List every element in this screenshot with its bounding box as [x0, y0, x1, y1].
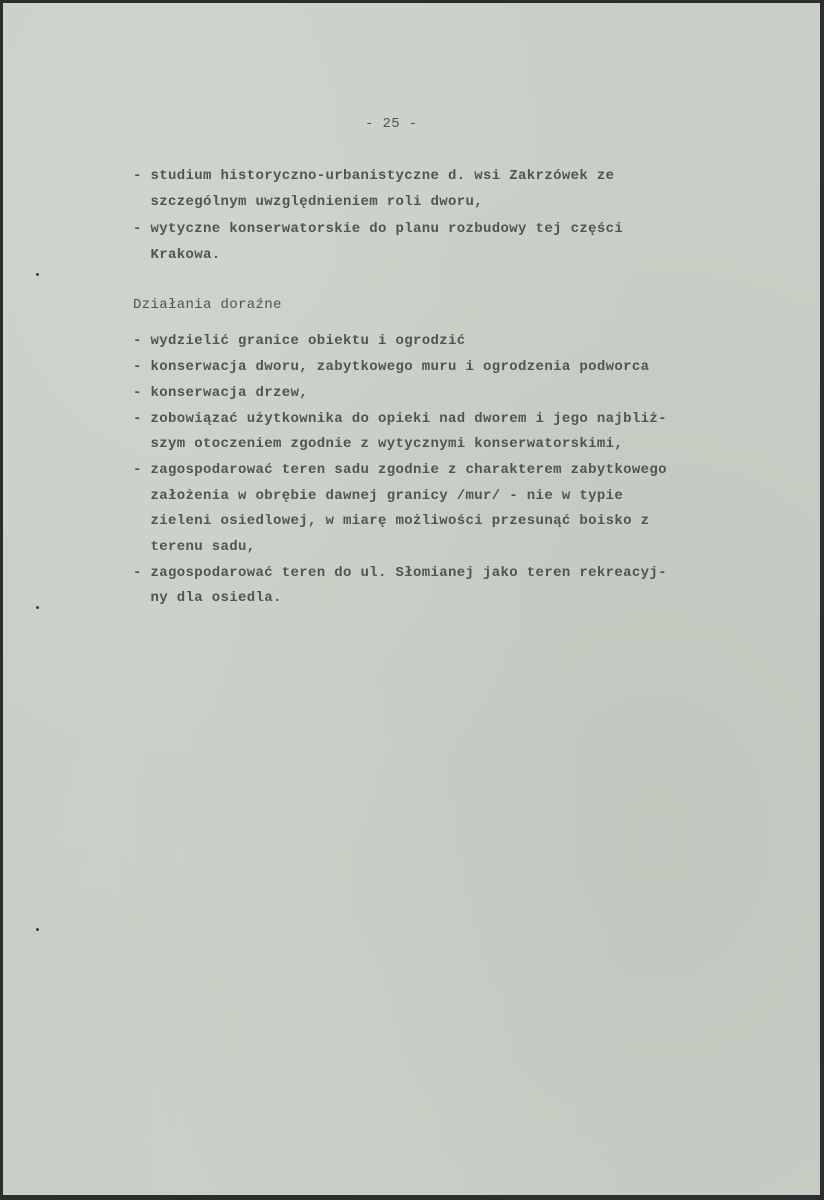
margin-mark	[36, 928, 39, 931]
document-page	[3, 3, 820, 1195]
margin-mark	[36, 606, 39, 609]
action-list-item-line: szym otoczeniem zgodnie z wytycznymi konserwatorskimi,	[133, 436, 624, 452]
action-list-item-line: - zobowiązać użytkownika do opieki nad dworem i jego najbliż-	[133, 411, 667, 427]
action-list-item-line: - konserwacja dworu, zabytkowego muru i ogrodzenia podworca	[133, 359, 650, 375]
intro-list-item-line: Krakowa.	[133, 247, 221, 263]
action-list-item-line: założenia w obrębie dawnej granicy /mur/ - nie w typie	[133, 488, 624, 504]
action-list-item-line: - wydzielić granice obiektu i ogrodzić	[133, 333, 466, 349]
intro-list-item-line: - studium historyczno-urbanistyczne d. wsi Zakrzówek ze	[133, 168, 615, 184]
action-list-item-line: - zagospodarować teren do ul. Słomianej jako teren rekreacyj-	[133, 565, 667, 581]
intro-list-item-line: szczególnym uwzględnieniem roli dworu,	[133, 194, 484, 210]
margin-mark	[36, 273, 39, 276]
action-list-item-line: - zagospodarować teren sadu zgodnie z charakterem zabytkowego	[133, 462, 667, 478]
action-list-item-line: zieleni osiedlowej, w miarę możliwości przesunąć boisko z	[133, 513, 650, 529]
action-list-item-line: - konserwacja drzew,	[133, 385, 309, 401]
intro-list-item-line: - wytyczne konserwatorskie do planu rozbudowy tej części	[133, 221, 624, 237]
action-list-item-line: ny dla osiedla.	[133, 590, 282, 606]
action-list-item-line: terenu sadu,	[133, 539, 256, 555]
section-heading: Działania doraźne	[133, 297, 282, 313]
page-number: - 25 -	[365, 116, 418, 132]
